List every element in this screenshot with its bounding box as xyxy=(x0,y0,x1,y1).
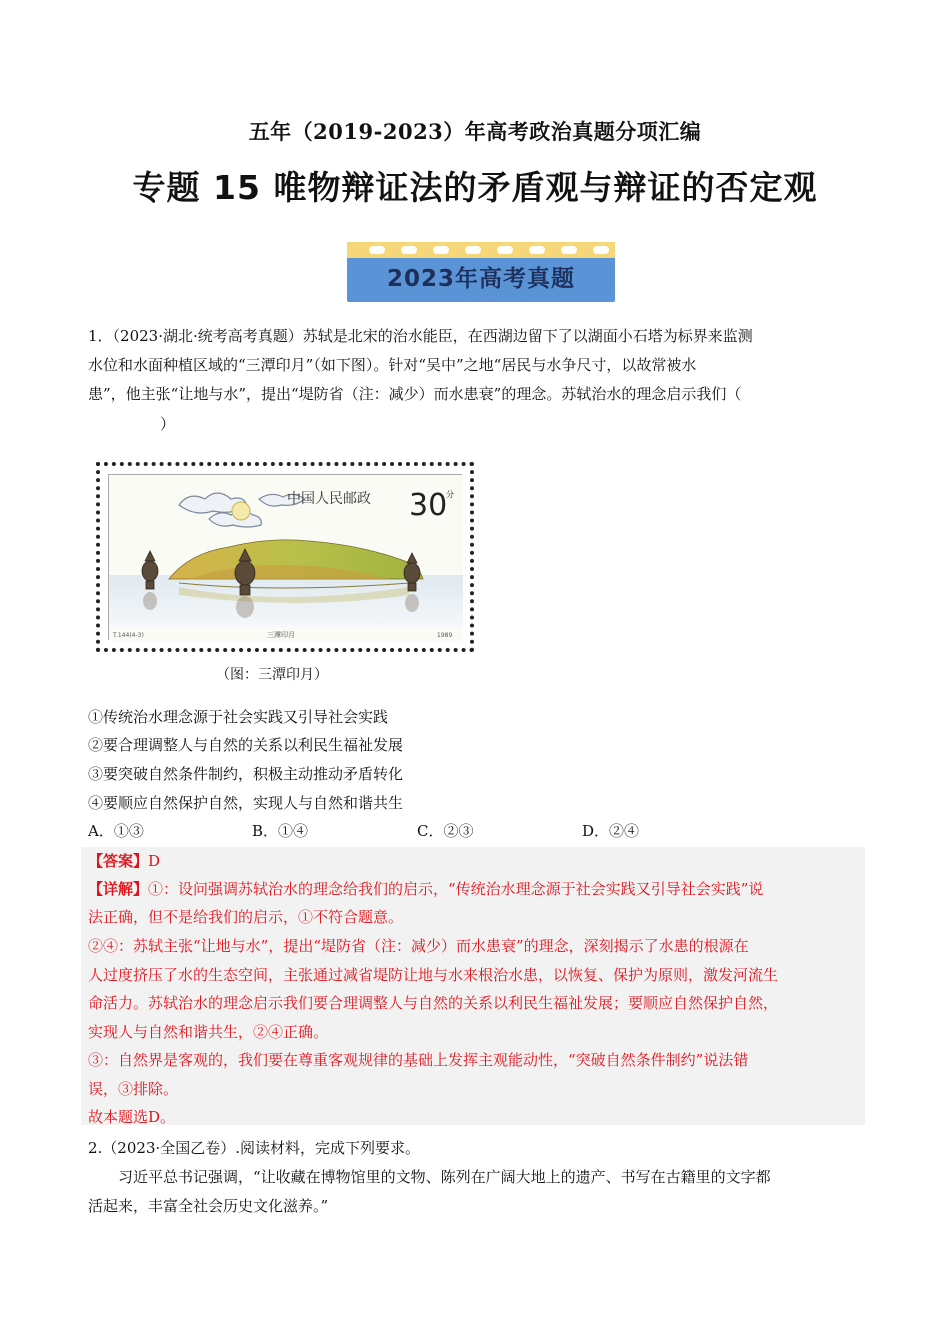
banner-dot xyxy=(593,246,609,254)
stamp-picture xyxy=(108,474,462,640)
banner-dot-strip xyxy=(347,242,615,258)
answer-label: 【答案】 xyxy=(88,852,149,870)
question2-material: 习近平总书记强调，“让收藏在博物馆里的文物、陈列在广阔大地上的遗产、书写在古籍里的文字都 xyxy=(88,1168,771,1186)
banner-dot xyxy=(369,246,385,254)
answer-value: D xyxy=(148,852,161,870)
figure-caption: （图：三潭印月） xyxy=(216,667,328,683)
stamp-name: 三潭印月 xyxy=(267,631,295,639)
question2-title: 2.（2023·全国乙卷）.阅读材料，完成下列要求。 xyxy=(88,1139,421,1157)
section-banner xyxy=(347,242,615,302)
question1-line: 水位和水面种植区域的“三潭印月”（如下图）。针对“吴中”之地“居民与水争尺寸，以故常被水 xyxy=(88,356,697,374)
stamp-code: T.144(4-3) xyxy=(113,632,144,639)
option-item: ②要合理调整人与自然的关系以利民生福祉发展 xyxy=(88,736,404,754)
stamp-year: 1989 xyxy=(437,632,453,639)
detail-line: 误，③排除。 xyxy=(88,1080,179,1098)
stamp-country: 中国人民邮政 xyxy=(287,491,371,507)
detail-line: 法正确，但不是给我们的启示，①不符合题意。 xyxy=(88,908,404,926)
detail-label: 【详解】 xyxy=(88,880,149,898)
banner-label: 2023年高考真题 xyxy=(386,266,575,292)
banner-dot xyxy=(465,246,481,254)
detail-line xyxy=(88,875,860,904)
question1-line: 1．（2023·湖北·统考高考真题）苏轼是北宋的治水能臣，在西湖边留下了以湖面小石塔为标界来监测 xyxy=(88,327,753,345)
banner-dot xyxy=(401,246,417,254)
stamp-value: 30 xyxy=(409,488,448,523)
option-item: ④要顺应自然保护自然，实现人与自然和谐共生 xyxy=(88,794,404,812)
choice-a: A．①③ xyxy=(88,822,144,840)
three-pools-illustration xyxy=(109,475,463,641)
answer-line xyxy=(88,847,860,876)
question1-blank: ） xyxy=(130,415,176,433)
detail-line: 故本题选D。 xyxy=(88,1108,176,1126)
choice-d: D．②④ xyxy=(582,822,640,840)
detail-line: 实现人与自然和谐共生，②④正确。 xyxy=(88,1023,329,1041)
question2-material: 活起来，丰富全社会历史文化滋养。” xyxy=(88,1197,329,1215)
option-item: ①传统治水理念源于社会实践又引导社会实践 xyxy=(88,708,389,726)
option-item: ③要突破自然条件制约，积极主动推动矛盾转化 xyxy=(88,765,404,783)
stamp-unit: 分 xyxy=(446,490,454,499)
detail-line: ②④：苏轼主张“让地与水”，提出“堤防省（注：减少）而水患衰”的理念，深刻揭示了水患的根源在 xyxy=(88,937,749,955)
stamp-image xyxy=(96,462,474,652)
banner-dot xyxy=(561,246,577,254)
choice-b: B．①④ xyxy=(252,822,309,840)
detail-text: ①：设问强调苏轼治水的理念给我们的启示，“传统治水理念源于社会实践又引导社会实践”说 xyxy=(148,880,764,898)
question1-line: 患”，他主张“让地与水”，提出“堤防省（注：减少）而水患衰”的理念。苏轼治水的理念启示我们（ xyxy=(88,385,742,403)
banner-dot xyxy=(529,246,545,254)
detail-line: 人过度挤压了水的生态空间，主张通过减省堤防让地与水来根治水患，以恢复、保护为原则，激发河流生 xyxy=(88,966,779,984)
detail-line: ③：自然界是客观的，我们要在尊重客观规律的基础上发挥主观能动性，“突破自然条件制约”说法错 xyxy=(88,1051,749,1069)
detail-line: 命活力。苏轼治水的理念启示我们要合理调整人与自然的关系以利民生福祉发展；要顺应自然保护自然， xyxy=(88,994,779,1012)
choice-c: C．②③ xyxy=(417,822,474,840)
banner-dot xyxy=(433,246,449,254)
page-title: 专题 15 唯物辩证法的矛盾观与辩证的否定观 xyxy=(132,168,818,207)
page-subtitle: 五年（2019-2023）年高考政治真题分项汇编 xyxy=(248,119,702,144)
banner-dot xyxy=(497,246,513,254)
